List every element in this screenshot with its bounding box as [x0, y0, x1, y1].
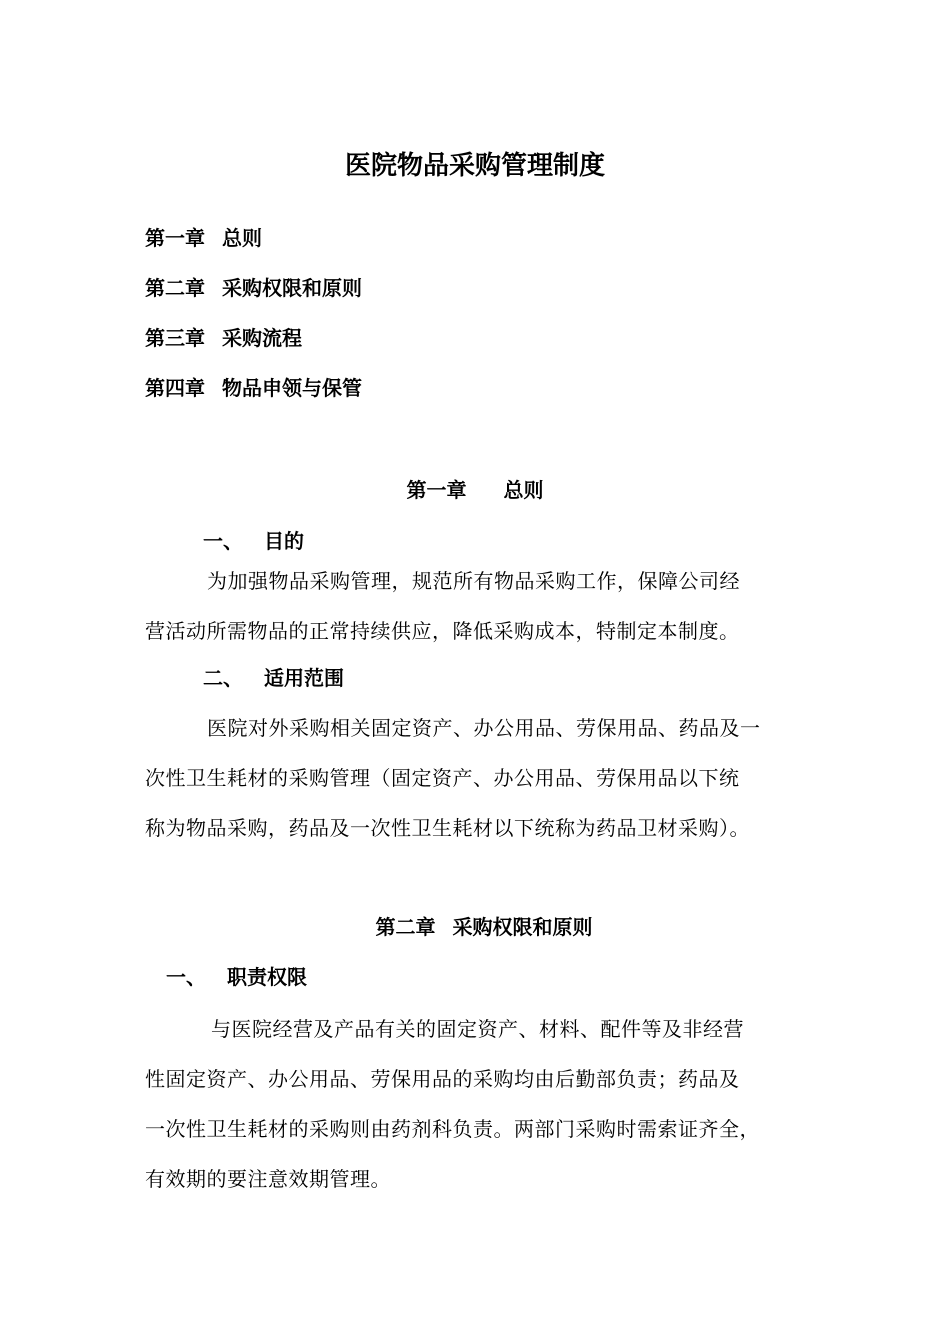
paragraph-line: 次性卫生耗材的采购管理（固定资产、办公用品、劳保用品以下统: [145, 766, 740, 790]
toc-item-4: [145, 378, 362, 398]
paragraph-line: 医院对外采购相关固定资产、办公用品、劳保用品、药品及一: [207, 716, 761, 740]
toc-chapter-name: 采购流程: [221, 326, 302, 350]
chapter-1-section-1-paragraph: [145, 556, 825, 656]
chapter-1-section-2-heading: [203, 668, 344, 688]
toc-chapter-number: 第一章: [145, 226, 205, 250]
section-name: 适用范围: [263, 666, 344, 690]
toc-chapter-name: 采购权限和原则: [221, 276, 362, 300]
chapter-number: 第一章: [406, 478, 467, 502]
paragraph-line: 一次性卫生耗材的采购则由药剂科负责。两部门采购时需索证齐全，: [145, 1117, 760, 1141]
toc-item-2: [145, 278, 362, 298]
paragraph-line: 有效期的要注意效期管理。: [145, 1167, 391, 1191]
chapter-1-heading: [0, 480, 950, 500]
paragraph-line: 与医院经营及产品有关的固定资产、材料、配件等及非经营: [211, 1017, 744, 1041]
toc-chapter-name: 总则: [221, 226, 262, 250]
chapter-2-section-1-paragraph: [145, 1004, 825, 1204]
toc-chapter-number: 第二章: [145, 276, 205, 300]
toc-item-1: [145, 228, 262, 248]
chapter-2-heading: [0, 917, 950, 937]
section-number: 二、: [203, 666, 243, 690]
document-title: 医院物品采购管理制度: [344, 151, 605, 181]
paragraph-line: 性固定资产、办公用品、劳保用品的采购均由后勤部负责；药品及: [145, 1067, 740, 1091]
paragraph-line: 营活动所需物品的正常持续供应，降低采购成本，特制定本制度。: [145, 619, 740, 643]
paragraph-line: 为加强物品采购管理，规范所有物品采购工作，保障公司经: [207, 569, 740, 593]
toc-chapter-number: 第四章: [145, 376, 205, 400]
section-name: 目的: [263, 529, 304, 553]
toc-item-3: [145, 328, 302, 348]
section-number: 一、: [203, 529, 243, 553]
toc-chapter-name: 物品申领与保管: [221, 376, 362, 400]
chapter-number: 第二章: [375, 915, 436, 939]
section-name: 职责权限: [226, 965, 307, 989]
chapter-name: 总则: [503, 478, 544, 502]
paragraph-line: 称为物品采购，药品及一次性卫生耗材以下统称为药品卫材采购）。: [145, 816, 750, 840]
chapter-2-section-1-heading: [166, 967, 307, 987]
section-number: 一、: [166, 965, 206, 989]
toc-chapter-number: 第三章: [145, 326, 205, 350]
chapter-1-section-1-heading: [203, 531, 304, 551]
chapter-name: 采购权限和原则: [452, 915, 593, 939]
chapter-1-section-2-paragraph: [145, 703, 825, 853]
